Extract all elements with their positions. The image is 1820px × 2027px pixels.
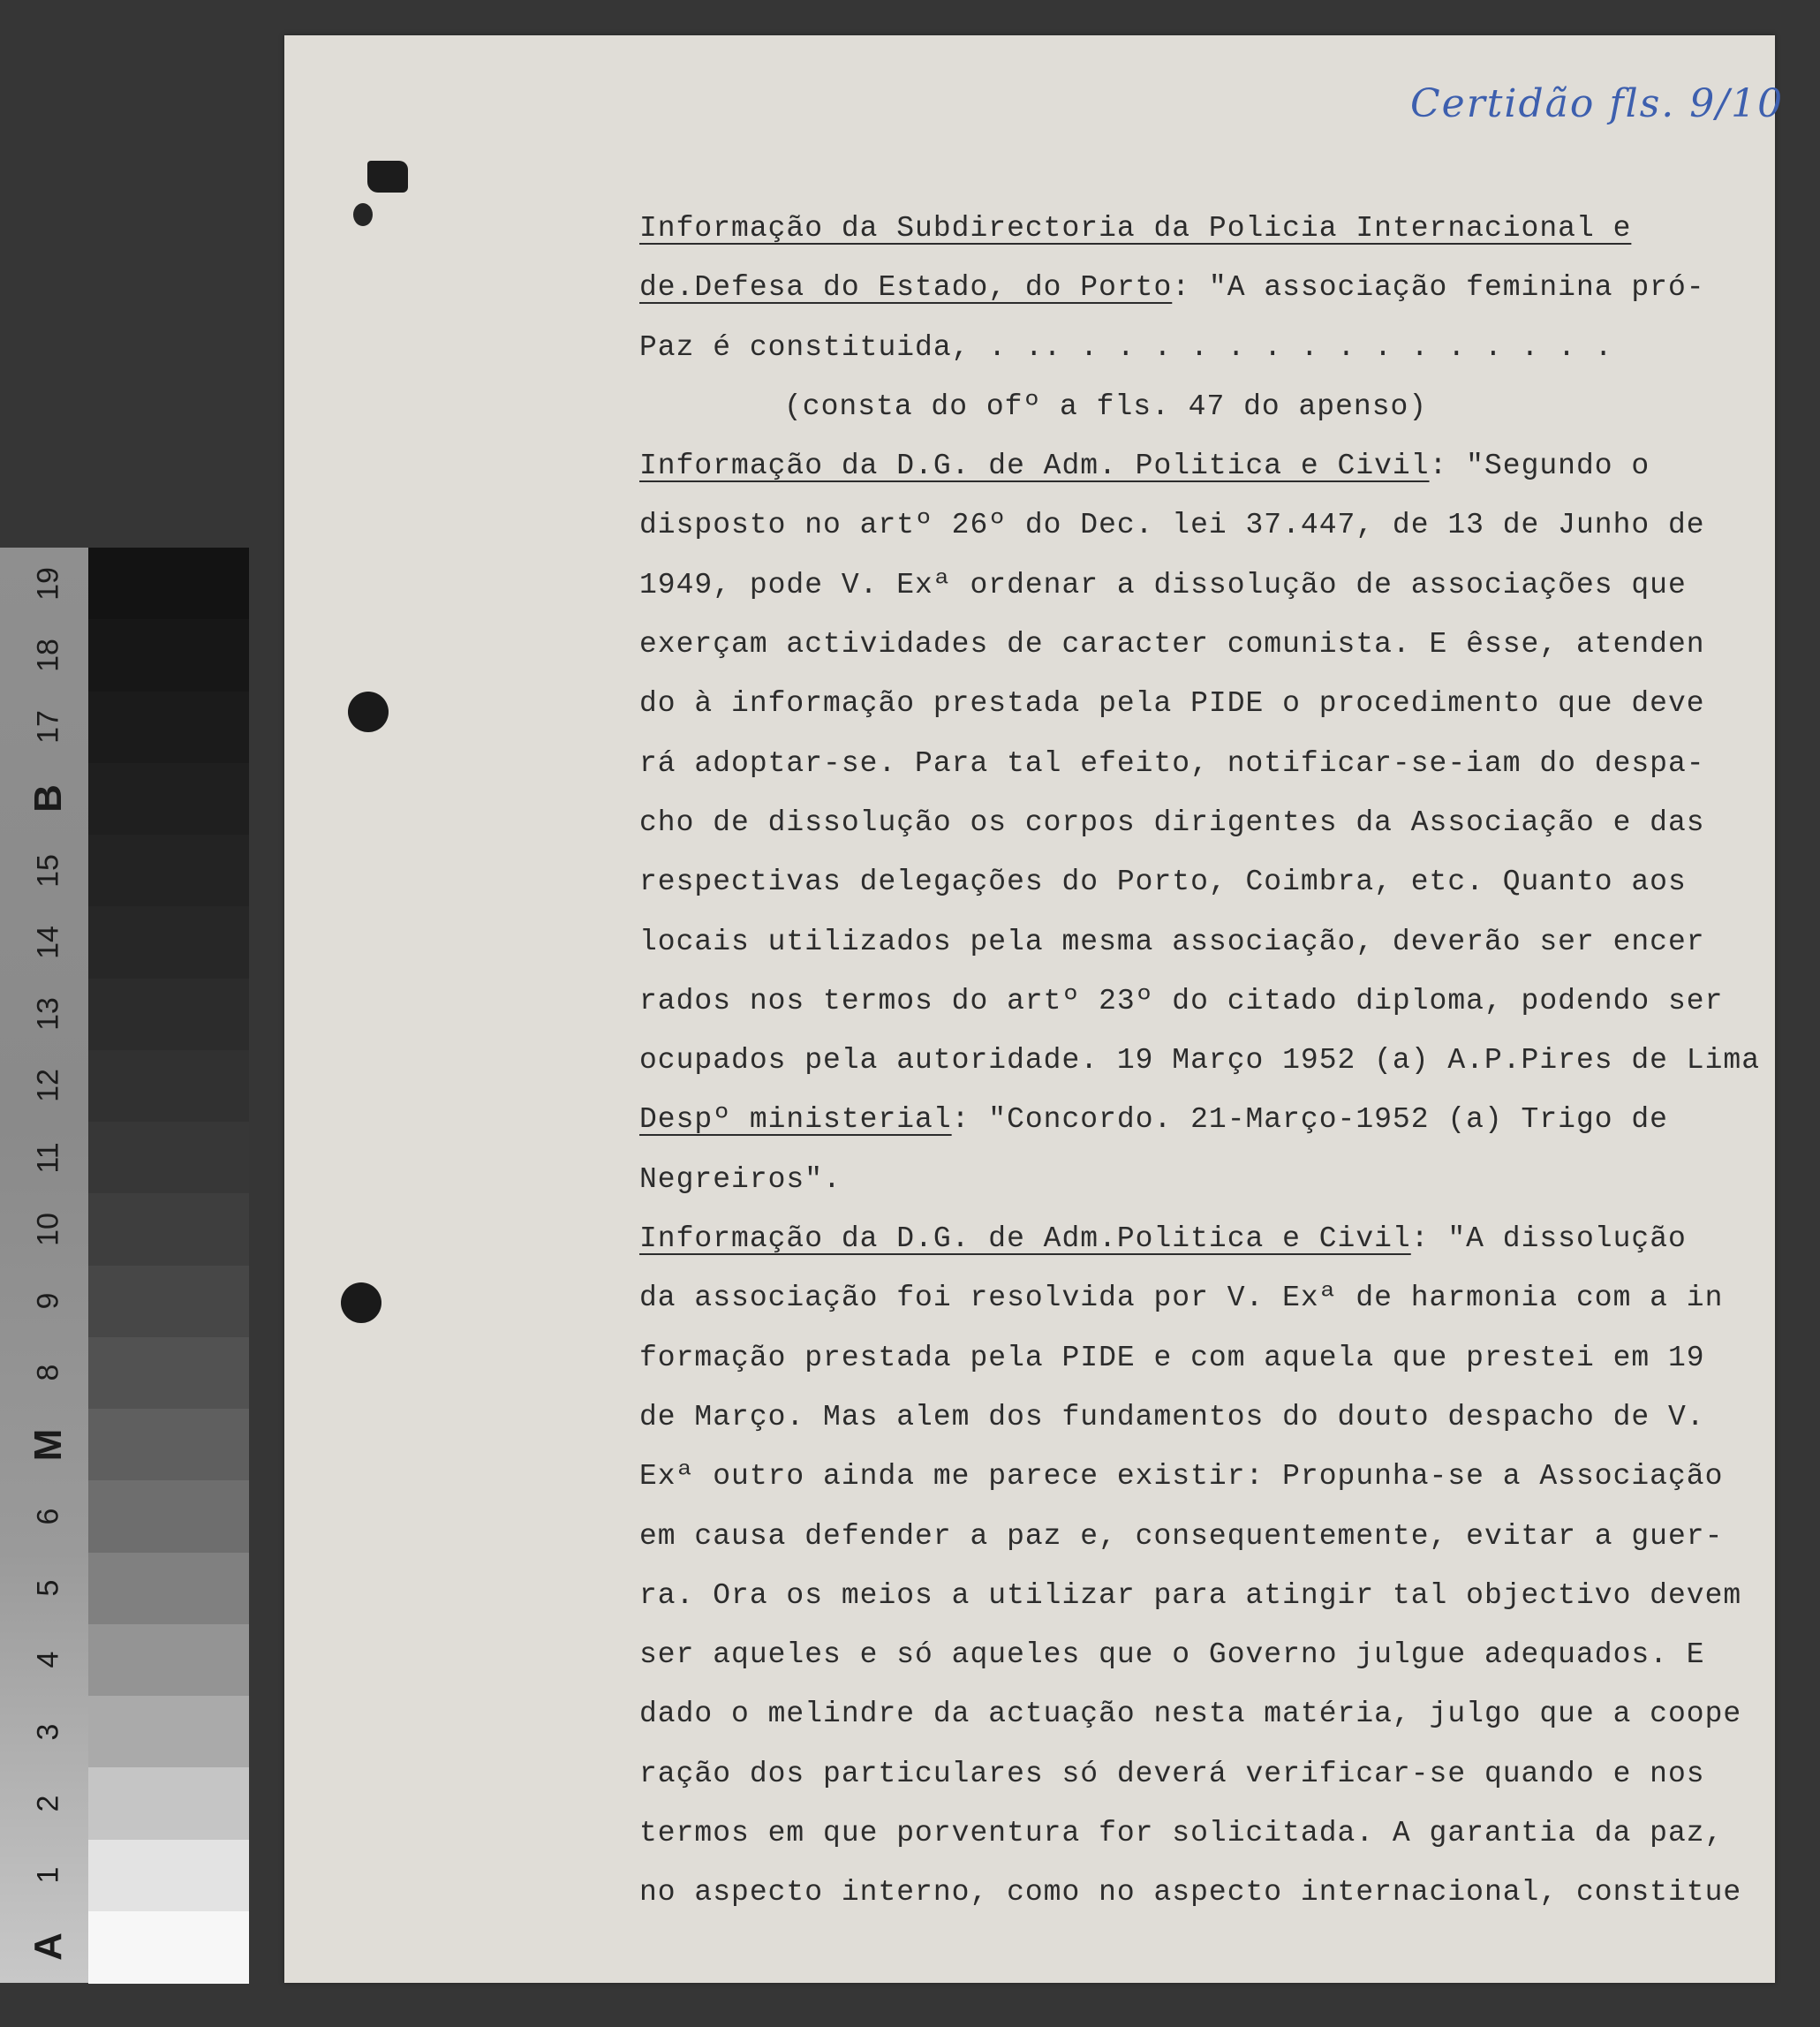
text-run: Negreiros". — [639, 1162, 842, 1196]
scale-label: B — [26, 784, 70, 813]
underlined-heading: Informação da D.G. de Adm. Politica e Civil — [639, 450, 1430, 483]
handwritten-folio-note: Certidão fls. 9/10 — [1410, 81, 1785, 126]
underlined-heading: de.Defesa do Estado, do Porto — [639, 271, 1173, 305]
text-line — [639, 615, 1752, 674]
text-run: termos em que porventura for solicitada. A garantia da paz, — [639, 1817, 1724, 1850]
text-line — [639, 1566, 1752, 1625]
text-run: no aspecto interno, como no aspecto internacional, constitue — [639, 1876, 1742, 1910]
text-run: ocupados pela autoridade. 19 Março 1952 (a) A.P.Pires de Lima — [639, 1044, 1760, 1078]
text-line — [639, 1447, 1752, 1506]
text-run: rados nos termos do artº 23º do citado diploma, podendo ser — [639, 984, 1724, 1017]
text-line — [639, 556, 1752, 615]
document-page — [284, 35, 1785, 1983]
gray-patch — [88, 692, 249, 764]
gray-patches — [88, 548, 249, 1983]
punch-hole-bottom — [341, 1282, 381, 1323]
text-line — [639, 852, 1752, 911]
text-run: rá adoptar-se. Para tal efeito, notificar-se-iam do despa- — [639, 746, 1705, 780]
text-run: Exª outro ainda me parece existir: Propunha-se a Associação — [639, 1460, 1724, 1494]
scale-label: 2 — [31, 1795, 65, 1812]
text-line — [639, 258, 1752, 317]
text-line — [639, 734, 1752, 793]
text-line — [639, 1090, 1752, 1149]
text-run: do à informação prestada pela PIDE o procedimento que deve — [639, 687, 1705, 721]
scale-label: 13 — [31, 997, 65, 1032]
text-run: dado o melindre da actuação nesta matéria, julgo que a coope — [639, 1698, 1742, 1731]
text-line — [639, 377, 1752, 436]
text-line — [639, 1328, 1752, 1388]
text-run: : "A associação feminina pró- — [1172, 271, 1705, 305]
gray-patch — [88, 906, 249, 979]
scale-label: 8 — [31, 1364, 65, 1381]
scale-label: 19 — [31, 566, 65, 601]
text-line — [639, 1744, 1752, 1804]
scale-label: 11 — [31, 1141, 65, 1174]
text-line — [639, 1268, 1752, 1327]
text-line — [639, 1863, 1752, 1922]
text-line — [639, 495, 1752, 555]
gray-patch — [88, 1767, 249, 1840]
text-run: 1949, pode V. Exª ordenar a dissolução de associações que — [639, 568, 1687, 601]
scale-label: 1 — [31, 1866, 65, 1884]
scale-label: 5 — [31, 1579, 65, 1597]
gray-patch — [88, 1122, 249, 1194]
text-run: : "Concordo. 21-Março-1952 (a) Trigo de — [951, 1103, 1668, 1137]
scale-label: 3 — [31, 1723, 65, 1741]
gray-patch — [88, 1193, 249, 1266]
scale-label: 14 — [31, 925, 65, 959]
underlined-heading: Informação da Subdirectoria da Policia Internacional e — [639, 212, 1632, 245]
text-line — [639, 972, 1752, 1031]
text-run: ração dos particulares só deverá verificar-se quando e nos — [639, 1757, 1705, 1790]
text-run: : "Segundo o — [1429, 450, 1650, 483]
text-line — [639, 912, 1752, 972]
gray-patch — [88, 1266, 249, 1338]
gray-patch — [88, 548, 249, 620]
scale-label: 12 — [31, 1069, 65, 1103]
scale-label: 15 — [31, 853, 65, 888]
gray-patch — [88, 1840, 249, 1912]
text-run: ra. Ora os meios a utilizar para atingir tal objectivo devem — [639, 1578, 1742, 1612]
scale-label: 6 — [31, 1508, 65, 1525]
gray-patch — [88, 835, 249, 907]
text-line — [639, 674, 1752, 733]
text-run: exerçam actividades de caracter comunista. E êsse, atenden — [639, 628, 1705, 662]
gray-patch — [88, 1050, 249, 1123]
scale-label: A — [26, 1932, 70, 1962]
gray-patch — [88, 979, 249, 1051]
scale-label: 17 — [31, 710, 65, 745]
text-run: : "A dissolução — [1410, 1222, 1687, 1256]
text-line — [639, 1031, 1760, 1090]
text-run: cho de dissolução os corpos dirigentes da Associação e das — [639, 806, 1705, 839]
text-line — [639, 793, 1752, 852]
scale-label: 18 — [31, 638, 65, 672]
scale-label: 4 — [31, 1651, 65, 1668]
gray-patch — [88, 1624, 249, 1697]
text-line — [639, 1804, 1752, 1863]
text-line — [639, 1684, 1752, 1743]
gray-patch — [88, 1409, 249, 1481]
text-line — [639, 436, 1752, 495]
color-calibration-strip — [0, 548, 249, 1983]
text-line — [639, 1388, 1752, 1447]
scale-label-column — [0, 548, 88, 1983]
gray-patch — [88, 1480, 249, 1553]
text-line — [639, 1625, 1752, 1684]
gray-patch — [88, 1696, 249, 1768]
ink-stain — [367, 161, 408, 193]
text-run: disposto no artº 26º do Dec. lei 37.447, de 13 de Junho de — [639, 509, 1705, 542]
text-run: da associação foi resolvida por V. Exª de harmonia com a in — [639, 1282, 1724, 1315]
text-run: respectivas delegações do Porto, Coimbra, etc. Quanto aos — [639, 866, 1687, 899]
scale-label: 9 — [31, 1292, 65, 1310]
gray-patch — [88, 619, 249, 692]
gray-patch — [88, 1553, 249, 1625]
typed-text-body — [639, 199, 1760, 1923]
underlined-heading: Informação da D.G. de Adm.Politica e Civil — [639, 1222, 1411, 1256]
underlined-heading: Despº ministerial — [639, 1103, 952, 1137]
text-run: de Março. Mas alem dos fundamentos do douto despacho de V. — [639, 1400, 1705, 1433]
gray-patch — [88, 1911, 249, 1984]
scale-label: 10 — [31, 1212, 65, 1246]
text-run: locais utilizados pela mesma associação, deverão ser encer — [639, 925, 1705, 958]
text-run: formação prestada pela PIDE e com aquela que prestei em 19 — [639, 1341, 1705, 1374]
text-line — [639, 1150, 1752, 1209]
text-line — [639, 1209, 1752, 1268]
scale-label: M — [26, 1428, 70, 1461]
gray-patch — [88, 1337, 249, 1410]
punch-hole-top — [348, 692, 389, 732]
text-run: em causa defender a paz e, consequentemente, evitar a guer- — [639, 1519, 1724, 1553]
text-run: ser aqueles e só aqueles que o Governo julgue adequados. E — [639, 1638, 1705, 1672]
text-line — [639, 199, 1752, 258]
text-run: Paz é constituida, . .. . . . . . . . . . . . . . . . — [639, 330, 1613, 364]
gray-patch — [88, 763, 249, 836]
text-line — [639, 1507, 1752, 1566]
ink-spot — [353, 203, 373, 226]
text-run: (consta do ofº a fls. 47 do apenso) — [784, 390, 1428, 423]
text-line — [639, 318, 1752, 377]
